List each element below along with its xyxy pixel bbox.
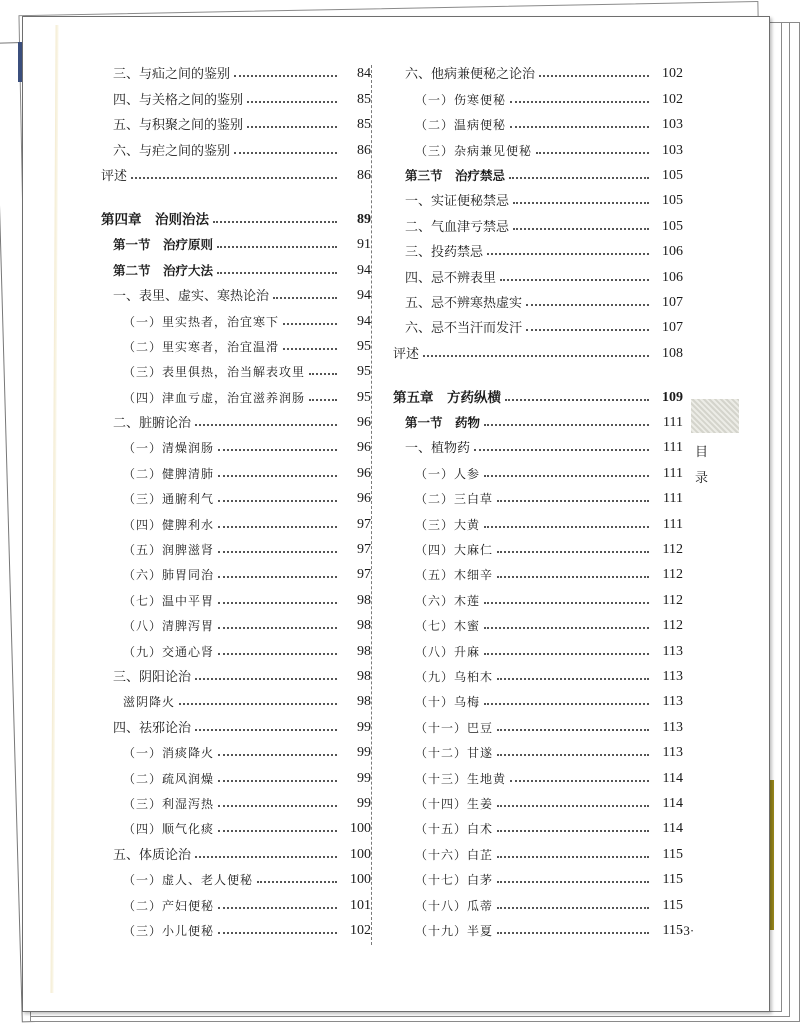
dot-leader xyxy=(497,881,649,883)
toc-page-number: 103 xyxy=(662,117,683,133)
dot-leader xyxy=(497,678,649,680)
toc-page-number: 115 xyxy=(662,897,683,913)
dot-leader xyxy=(283,348,337,350)
toc-entry-title: （五）木细辛 xyxy=(415,568,494,583)
toc-page-number: 112 xyxy=(662,567,683,583)
dot-leader xyxy=(497,907,649,909)
toc-entry-title: （三）利湿泻热 xyxy=(123,796,215,811)
toc-entry xyxy=(393,482,683,507)
decorative-pattern-icon xyxy=(691,399,739,433)
toc-entry-title: （一）消痰降火 xyxy=(123,746,215,761)
toc-entry xyxy=(393,583,683,608)
dot-leader xyxy=(218,500,337,502)
toc-entry-title: 四、忌不辨表里 xyxy=(405,267,498,286)
toc-entry-title: 五、体质论治 xyxy=(113,844,193,863)
toc-entry-title: 六、他病兼便秘之论治 xyxy=(405,63,537,82)
toc-page-number: 111 xyxy=(663,491,683,507)
toc-page-number: 96 xyxy=(357,491,371,507)
dot-leader xyxy=(195,424,337,426)
toc-chapter xyxy=(393,376,683,406)
side-tab-char: 录 xyxy=(695,471,709,486)
dot-leader xyxy=(510,780,649,782)
toc-entry-title: 一、实证便秘禁忌 xyxy=(405,190,511,209)
dot-leader xyxy=(218,932,337,934)
toc-entry xyxy=(393,507,683,532)
toc-entry xyxy=(393,108,683,133)
toc-page-number: 102 xyxy=(662,91,683,107)
toc-entry xyxy=(101,710,371,735)
toc-entry-title: 第四章 治则治法 xyxy=(101,208,211,228)
toc-entry xyxy=(101,406,371,431)
toc-entry xyxy=(393,863,683,888)
toc-entry xyxy=(393,286,683,311)
dot-leader xyxy=(509,177,649,179)
toc-entry-title: （六）肺胃同治 xyxy=(123,568,215,583)
dot-leader xyxy=(195,729,337,731)
toc-entry-title: （三）杂病兼见便秘 xyxy=(415,143,533,158)
toc-entry xyxy=(393,685,683,710)
toc-entry-title: 第一节 治疗原则 xyxy=(113,237,214,253)
toc-entry-title: 四、与关格之间的鉴别 xyxy=(113,89,245,108)
toc-entry xyxy=(393,837,683,862)
toc-entry xyxy=(101,279,371,304)
dot-leader xyxy=(497,856,649,858)
toc-section xyxy=(101,253,371,278)
dot-leader xyxy=(218,653,337,655)
toc-entry-title: （十六）白芷 xyxy=(415,847,494,862)
dot-leader xyxy=(218,526,337,528)
dot-leader xyxy=(218,449,337,451)
toc-page-number: 84 xyxy=(357,66,371,82)
toc-entry-title: 评述 xyxy=(101,165,129,184)
dot-leader xyxy=(497,932,649,934)
toc-entry-title: （一）虚人、老人便秘 xyxy=(123,873,254,888)
toc-entry-title: （七）温中平胃 xyxy=(123,593,215,608)
column-divider xyxy=(371,65,372,945)
toc-entry-title: （一）伤寒便秘 xyxy=(415,92,507,107)
toc-entry xyxy=(393,431,683,456)
dot-leader xyxy=(218,907,337,909)
dot-leader xyxy=(218,627,337,629)
side-tab-char: 目 xyxy=(695,445,709,460)
toc-entry xyxy=(101,304,371,329)
toc-page-number: 112 xyxy=(662,592,683,608)
dot-leader xyxy=(497,830,649,832)
toc-entry xyxy=(101,533,371,558)
toc-entry xyxy=(393,558,683,583)
toc-page-number: 97 xyxy=(357,542,371,558)
dot-leader xyxy=(234,152,337,154)
toc-page-number: 113 xyxy=(662,643,683,659)
toc-entry-title: （三）通腑利气 xyxy=(123,492,215,507)
toc-entry-title: （四）健脾利水 xyxy=(123,517,215,532)
dot-leader xyxy=(484,653,649,655)
toc-entry xyxy=(393,787,683,812)
toc-page-number: 94 xyxy=(357,288,371,304)
toc-page-number: 94 xyxy=(357,262,371,278)
toc-page-number: 107 xyxy=(662,294,683,310)
toc-entry-title: （二）里实寒者，治宜温滑 xyxy=(123,339,280,354)
toc-entry-title: （三）大黄 xyxy=(415,517,481,532)
toc-entry-title: （四）顺气化痰 xyxy=(123,822,215,837)
toc-entry-title: （二）温病便秘 xyxy=(415,118,507,133)
toc-entry-title: 二、脏腑论治 xyxy=(113,412,193,431)
toc-page-number: 99 xyxy=(357,795,371,811)
toc-entry-title: （三）表里俱热，治当解表攻里 xyxy=(123,365,306,380)
toc-page-number: 95 xyxy=(357,364,371,380)
toc-left-column xyxy=(101,57,371,939)
toc-page-number: 85 xyxy=(357,117,371,133)
toc-entry-title: （一）清燥润肠 xyxy=(123,441,215,456)
toc-page-number: 114 xyxy=(662,770,683,786)
dot-leader xyxy=(536,152,649,154)
dot-leader xyxy=(131,177,337,179)
toc-page-number: 103 xyxy=(662,142,683,158)
dot-leader xyxy=(497,551,649,553)
toc-entry xyxy=(393,133,683,158)
toc-page-number: 95 xyxy=(357,389,371,405)
toc-entry-title: （二）健脾清肺 xyxy=(123,466,215,481)
toc-entry-title: （一）人参 xyxy=(415,466,481,481)
toc-entry xyxy=(101,507,371,532)
toc-entry xyxy=(101,888,371,913)
toc-page-number: 96 xyxy=(357,465,371,481)
toc-entry-title: （二）三白草 xyxy=(415,492,494,507)
toc-page-number: 112 xyxy=(662,542,683,558)
toc-entry xyxy=(393,311,683,336)
toc-entry xyxy=(393,660,683,685)
toc-page-number: 111 xyxy=(663,465,683,481)
toc-entry xyxy=(101,431,371,456)
dot-leader xyxy=(283,323,337,325)
toc-entry-title: （十三）生地黄 xyxy=(415,771,507,786)
toc-page-number: 96 xyxy=(357,415,371,431)
toc-entry-title: 六、与疟之间的鉴别 xyxy=(113,140,232,159)
toc-entry xyxy=(101,133,371,158)
toc-entry xyxy=(393,736,683,761)
toc-entry xyxy=(101,914,371,939)
dot-leader xyxy=(195,856,337,858)
toc-entry-title: （九）交通心肾 xyxy=(123,644,215,659)
toc-right-column xyxy=(393,57,683,939)
dot-leader xyxy=(234,75,337,77)
toc-entry-title: （十五）白术 xyxy=(415,822,494,837)
dot-leader xyxy=(513,228,649,230)
toc-page-number: 91 xyxy=(357,237,371,253)
toc-page-number: 95 xyxy=(357,338,371,354)
dot-leader xyxy=(500,279,649,281)
dot-leader xyxy=(474,449,649,451)
toc-entry xyxy=(393,761,683,786)
toc-entry xyxy=(393,914,683,939)
toc-page-number: 106 xyxy=(662,244,683,260)
toc-entry xyxy=(393,82,683,107)
dot-leader xyxy=(497,729,649,731)
toc-entry xyxy=(101,660,371,685)
toc-page-number: 115 xyxy=(662,922,683,938)
dot-leader xyxy=(505,399,649,401)
toc-page-number: 105 xyxy=(662,167,683,183)
dot-leader xyxy=(484,526,649,528)
toc-entry xyxy=(101,812,371,837)
toc-entry xyxy=(393,235,683,260)
dot-leader xyxy=(218,830,337,832)
toc-entry xyxy=(393,888,683,913)
toc-entry-title: （四）大麻仁 xyxy=(415,543,494,558)
toc-entry-title: 三、投药禁忌 xyxy=(405,241,485,260)
toc-page-number: 97 xyxy=(357,516,371,532)
toc-entry xyxy=(101,685,371,710)
toc-page-number: 99 xyxy=(357,770,371,786)
toc-entry-title: 第三节 治疗禁忌 xyxy=(405,167,506,183)
dot-leader xyxy=(526,329,649,331)
toc-entry-title: （三）小儿便秘 xyxy=(123,923,215,938)
toc-entry xyxy=(101,57,371,82)
toc-entry-title: （八）清脾泻胃 xyxy=(123,619,215,634)
toc-entry xyxy=(101,482,371,507)
dot-leader xyxy=(218,805,337,807)
toc-page-number: 97 xyxy=(357,567,371,583)
toc-entry xyxy=(393,260,683,285)
dot-leader xyxy=(273,297,337,299)
dot-leader xyxy=(484,475,649,477)
toc-entry-title: （五）润脾滋肾 xyxy=(123,543,215,558)
toc-page-number: 113 xyxy=(662,694,683,710)
toc-page-number: 100 xyxy=(350,846,371,862)
toc-entry xyxy=(101,634,371,659)
toc-page-number: 98 xyxy=(357,668,371,684)
dot-leader xyxy=(218,551,337,553)
toc-entry xyxy=(393,57,683,82)
toc-entry-title: （十一）巴豆 xyxy=(415,720,494,735)
dot-leader xyxy=(510,126,649,128)
toc-page-number: 98 xyxy=(357,694,371,710)
toc-entry xyxy=(393,812,683,837)
dot-leader xyxy=(218,602,337,604)
toc-page-number: 98 xyxy=(357,618,371,634)
toc-entry-title: （六）木莲 xyxy=(415,593,481,608)
toc-entry xyxy=(101,837,371,862)
dot-leader xyxy=(484,627,649,629)
toc-entry xyxy=(393,609,683,634)
toc-entry-title: （九）乌桕木 xyxy=(415,669,494,684)
dot-leader xyxy=(497,754,649,756)
toc-entry-title: （十九）半夏 xyxy=(415,923,494,938)
toc-entry-title: 第二节 治疗大法 xyxy=(113,262,214,278)
toc-page-number: 98 xyxy=(357,643,371,659)
toc-entry-title: （十）乌梅 xyxy=(415,695,481,710)
dot-leader xyxy=(526,304,649,306)
toc-page-number: 114 xyxy=(662,821,683,837)
toc-page-number: 108 xyxy=(662,345,683,361)
toc-entry xyxy=(101,82,371,107)
toc-page-number: 98 xyxy=(357,592,371,608)
toc-entry-title: 第五章 方药纵横 xyxy=(393,386,503,406)
dot-leader xyxy=(510,101,649,103)
toc-entry-title: 五、忌不辨寒热虚实 xyxy=(405,292,524,311)
toc-section xyxy=(393,406,683,431)
dot-leader xyxy=(195,678,337,680)
dot-leader xyxy=(179,703,337,705)
toc-entry-title: （十八）瓜蒂 xyxy=(415,898,494,913)
toc-entry-title: （十二）甘遂 xyxy=(415,746,494,761)
toc-page-number: 86 xyxy=(357,167,371,183)
dot-leader xyxy=(257,881,337,883)
toc-page-number: 102 xyxy=(662,66,683,82)
toc-page-number: 112 xyxy=(662,618,683,634)
toc-page-number: 107 xyxy=(662,320,683,336)
toc-page-number: 99 xyxy=(357,719,371,735)
toc-page-number: 114 xyxy=(662,795,683,811)
toc-entry-title: 二、气血津亏禁忌 xyxy=(405,216,511,235)
toc-entry-title: 滋阴降火 xyxy=(123,695,176,710)
dot-leader xyxy=(484,602,649,604)
toc-entry xyxy=(101,583,371,608)
dot-leader xyxy=(497,500,649,502)
dot-leader xyxy=(218,780,337,782)
toc-entry-title: 一、表里、虚实、寒热论治 xyxy=(113,285,271,304)
toc-page-number: 94 xyxy=(357,313,371,329)
dot-leader xyxy=(217,246,337,248)
toc-entry-title: （八）升麻 xyxy=(415,644,481,659)
toc-page-number: 96 xyxy=(357,440,371,456)
toc-entry xyxy=(101,787,371,812)
toc-entry xyxy=(101,736,371,761)
binding-gutter xyxy=(50,25,58,993)
toc-page-number: 89 xyxy=(357,211,371,227)
dot-leader xyxy=(484,424,649,426)
dot-leader xyxy=(513,202,649,204)
toc-entry-title: 五、与积聚之间的鉴别 xyxy=(113,114,245,133)
toc-entry xyxy=(393,634,683,659)
dot-leader xyxy=(309,399,337,401)
toc-entry xyxy=(101,159,371,184)
toc-entry xyxy=(101,863,371,888)
dot-leader xyxy=(487,253,649,255)
dot-leader xyxy=(218,576,337,578)
dot-leader xyxy=(247,126,337,128)
toc-entry-title: （一）里实热者，治宜寒下 xyxy=(123,314,280,329)
dot-leader xyxy=(309,373,337,375)
toc-page xyxy=(22,16,770,1012)
toc-chapter xyxy=(101,198,371,228)
toc-entry xyxy=(101,456,371,481)
toc-entry xyxy=(101,108,371,133)
toc-entry xyxy=(393,533,683,558)
toc-page-number: 115 xyxy=(662,846,683,862)
toc-section xyxy=(393,159,683,184)
toc-page-number: 105 xyxy=(662,218,683,234)
toc-page-number: 102 xyxy=(350,922,371,938)
toc-page-number: 113 xyxy=(662,745,683,761)
toc-entry xyxy=(101,761,371,786)
toc-page-number: 106 xyxy=(662,269,683,285)
toc-entry xyxy=(101,558,371,583)
toc-entry xyxy=(101,609,371,634)
toc-page-number: 111 xyxy=(663,440,683,456)
toc-page-number: 115 xyxy=(662,872,683,888)
toc-page-number: 113 xyxy=(662,668,683,684)
toc-entry xyxy=(101,330,371,355)
toc-entry xyxy=(393,336,683,361)
toc-entry-title: （四）津血亏虚，治宜滋养润肠 xyxy=(123,390,306,405)
toc-page-number: 111 xyxy=(663,516,683,532)
dot-leader xyxy=(539,75,649,77)
toc-entry xyxy=(393,209,683,234)
toc-entry xyxy=(393,710,683,735)
dot-leader xyxy=(217,272,337,274)
toc-page-number: 105 xyxy=(662,193,683,209)
toc-entry-title: （七）木蜜 xyxy=(415,619,481,634)
toc-entry-title: 六、忌不当汗而发汗 xyxy=(405,317,524,336)
toc-page-number: 100 xyxy=(350,872,371,888)
dot-leader xyxy=(497,576,649,578)
dot-leader xyxy=(497,805,649,807)
toc-entry-title: （十七）白茅 xyxy=(415,873,494,888)
toc-page-number: 86 xyxy=(357,142,371,158)
toc-entry-title: 一、植物药 xyxy=(405,437,472,456)
toc-entry-title: （十四）生姜 xyxy=(415,796,494,811)
toc-page-number: 109 xyxy=(662,389,683,405)
toc-page-number: 113 xyxy=(662,719,683,735)
page-number: ·3· xyxy=(679,923,695,938)
toc-entry xyxy=(101,380,371,405)
toc-entry-title: （二）疏风润燥 xyxy=(123,771,215,786)
toc-page-number: 100 xyxy=(350,821,371,837)
toc-entry-title: 三、阴阳论治 xyxy=(113,666,193,685)
toc-entry xyxy=(393,184,683,209)
toc-entry xyxy=(101,355,371,380)
toc-entry-title: 三、与疝之间的鉴别 xyxy=(113,63,232,82)
toc-page-number: 85 xyxy=(357,91,371,107)
toc-section xyxy=(101,228,371,253)
dot-leader xyxy=(423,355,649,357)
toc-entry xyxy=(393,456,683,481)
dot-leader xyxy=(247,101,337,103)
toc-entry-title: 评述 xyxy=(393,343,421,362)
toc-page-number: 111 xyxy=(663,415,683,431)
toc-entry-title: 第一节 药物 xyxy=(405,415,481,431)
dot-leader xyxy=(484,703,649,705)
toc-entry-title: 四、祛邪论治 xyxy=(113,717,193,736)
dot-leader xyxy=(218,475,337,477)
toc-entry-title: （二）产妇便秘 xyxy=(123,898,215,913)
dot-leader xyxy=(218,754,337,756)
toc-page-number: 101 xyxy=(350,897,371,913)
toc-page-number: 99 xyxy=(357,745,371,761)
dot-leader xyxy=(213,221,337,223)
